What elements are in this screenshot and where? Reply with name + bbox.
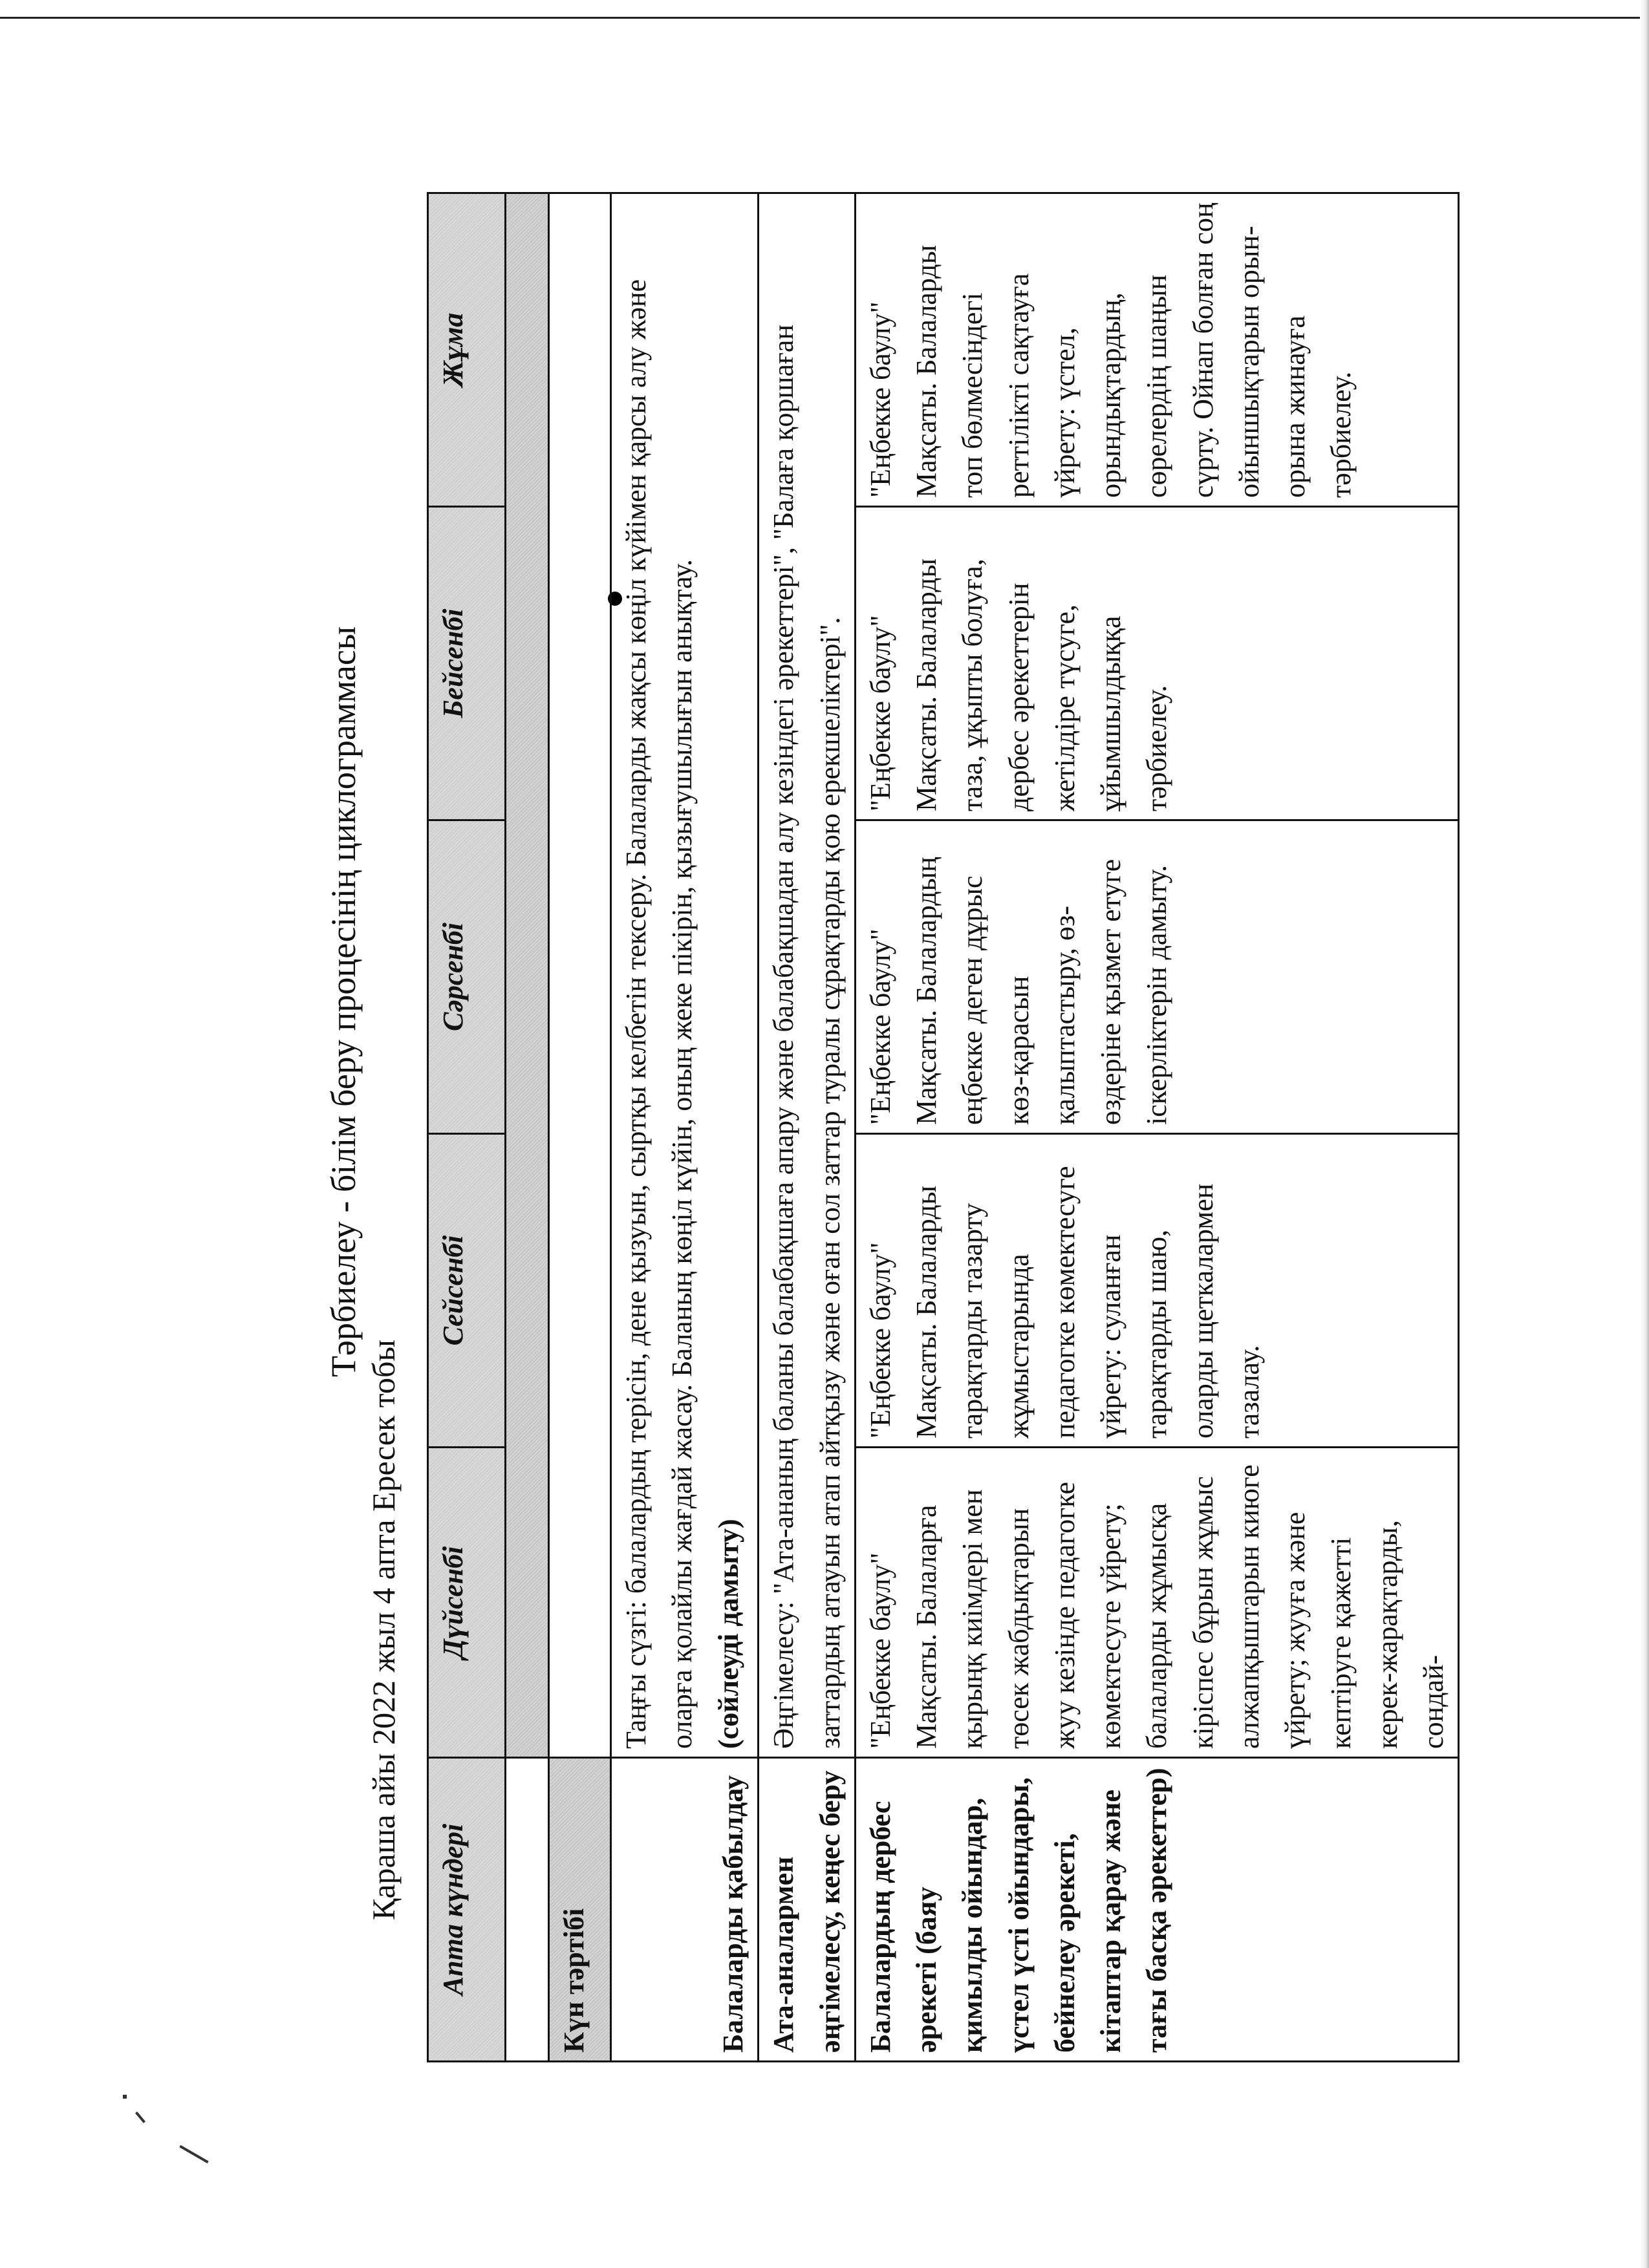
activity-monday: "Еңбекке баулу" Мақсаты. Балаларға қырыңқ киімдері мен төсек жабдықтарын жуу кезінде педагогке көмектесуге үйрету; балаларды жұмысқа кіріспес бұрын жұмыс алжапқыштарын киюге үйрету; жууға және кептіруге қажетті керек-жарақтарды, сондай-	[855, 1448, 1458, 1758]
activity-tuesday: "Еңбекке баулу" Мақсаты. Балаларды тарақтарды тазарту жұмыстарында педагогке көмектесуге үйрету: суланған тарақтарды шаю, оларды щеткалармен тазалау.	[855, 1134, 1458, 1448]
parents-text: Әңгімелесу: "Ата-ананың баланы балабақшаға апару және балабақшадан алу кезіндегі әрекеттері", "Балаға қоршаған заттардың атауын атап айтқызу және оған сол заттар туралы сұрақтарды қою ерекшеліктері".	[759, 193, 856, 1758]
regime-row	[549, 193, 611, 2062]
header-row	[428, 193, 506, 2062]
regime-label: Күн тәртібі	[549, 1758, 611, 2062]
document-title: Тәрбиелеу - білім беру процесінің циклограммасы	[324, 626, 363, 1377]
parents-row	[759, 193, 856, 2062]
parents-label: Ата-аналармен әңгімелесу, кеңес беру	[759, 1758, 856, 2062]
header-week-days: Апта күндері	[428, 1758, 506, 2062]
reception-label-text: Балаларды қабылдау	[717, 1775, 749, 2053]
activity-friday: "Еңбекке баулу" Мақсаты. Балаларды топ бөлмесіндегі реттілікті сақтауға үйрету: үстел, орындықтардың, сөрелердің шаңын сүрту. Ойнап болған соң ойыншықтарын орын-орына жинауға тәрбиелеу.	[855, 193, 1458, 507]
scan-speck	[179, 2145, 208, 2163]
header-tuesday: Сейсенбі	[428, 1134, 506, 1448]
activity-thursday: "Еңбекке баулу" Мақсаты. Балаларды таза, ұқыпты болуға, дербес әрекеттерін жетілдіре түсуге, ұйымшылдыққа тәрбиелеу.	[855, 507, 1458, 820]
document-subtitle: Қараша айы 2022 жыл 4 апта Ересек тобы	[365, 1340, 402, 1920]
header-thursday: Бейсенбі	[428, 507, 506, 820]
reception-row	[611, 193, 759, 2062]
regime-cell	[549, 193, 611, 1758]
scan-right-edge	[1640, 0, 1649, 2268]
header-monday: Дүйсенбі	[428, 1448, 506, 1758]
reception-label	[611, 1758, 759, 2062]
rotated-page	[323, 187, 1461, 2062]
header-wednesday: Сәрсенбі	[428, 820, 506, 1134]
scan-speck	[123, 2095, 127, 2099]
activity-label: Балалардың дербес әрекеті (баяу қимылды ойындар, үстел үсті ойындары, бейнелеу әрекеті, кітаптар қарау және тағы басқа әрекеттер)	[855, 1758, 1458, 2062]
reception-note: (сөйлеуді дамыту)	[712, 1519, 744, 1749]
cyclogram-table	[427, 192, 1460, 2062]
scan-speck	[135, 2112, 146, 2123]
shaded-row	[506, 193, 549, 2062]
header-friday: Жұма	[428, 193, 506, 507]
reception-text: Таңғы сүзгі: балалардың терісін, дене қызуын, сыртқы келбетін тексеру. Балаларды жақсы көңіл күйімен қарсы алу және оларға қолайлы жағдай жасау. Баланың көңіл күйін, оның жеке пікірін, қызығушылығын анықтау.	[620, 279, 698, 1749]
activity-row	[855, 193, 1458, 2062]
reception-text-cell	[611, 193, 759, 1758]
scan-edge-line	[0, 17, 1649, 19]
activity-wednesday: "Еңбекке баулу" Мақсаты. Балалардың еңбекке деген дұрыс көз-қарасын қалыптастыру, өз-өздеріне қызмет етуге іскерліктерін дамыту.	[855, 820, 1458, 1134]
shaded-cell	[506, 193, 549, 1758]
shaded-cell-label	[506, 1758, 549, 2062]
